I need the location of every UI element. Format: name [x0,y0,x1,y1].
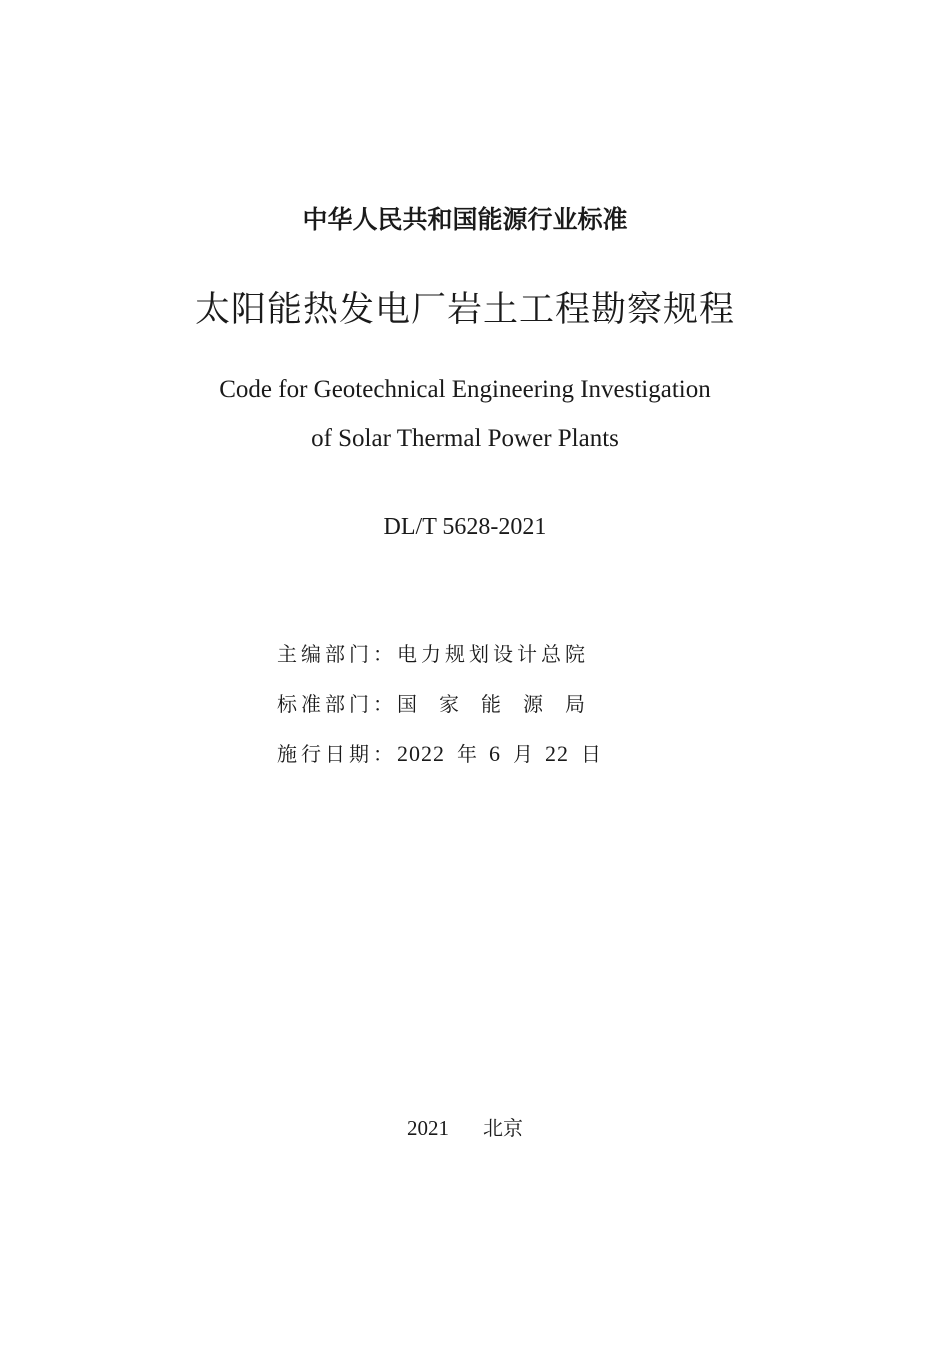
publication-city: 北京 [483,1116,523,1140]
publication-info [277,638,617,788]
effective-date-label: 施行日期： [277,742,397,766]
approver-row [277,688,617,714]
editor-label: 主编部门： [277,642,397,666]
approver-value: 国家能源局 [397,692,607,716]
effective-date-year: 2022 [397,741,445,766]
standard-code: DL/T 5628-2021 [383,514,547,540]
effective-date-month: 6 [489,741,501,766]
document-title-en-line-2: of Solar Thermal Power Plants [311,425,619,452]
editor-value: 电力规划设计总院 [397,642,589,666]
editor-row [277,638,617,664]
publication-footer [0,1112,930,1141]
effective-date-day: 22 [545,741,569,766]
document-title-en-line-1: Code for Geotechnical Engineering Investigation [219,376,711,403]
effective-date-day-unit: 日 [581,742,601,766]
effective-date-row [277,738,617,764]
approver-label: 标准部门： [277,692,397,716]
document-title-cn: 太阳能热发电厂岩土工程勘察规程 [194,290,735,330]
effective-date-month-unit: 月 [513,742,533,766]
publication-year: 2021 [407,1116,449,1140]
effective-date-year-unit: 年 [457,742,477,766]
standard-category: 中华人民共和国能源行业标准 [302,205,628,234]
